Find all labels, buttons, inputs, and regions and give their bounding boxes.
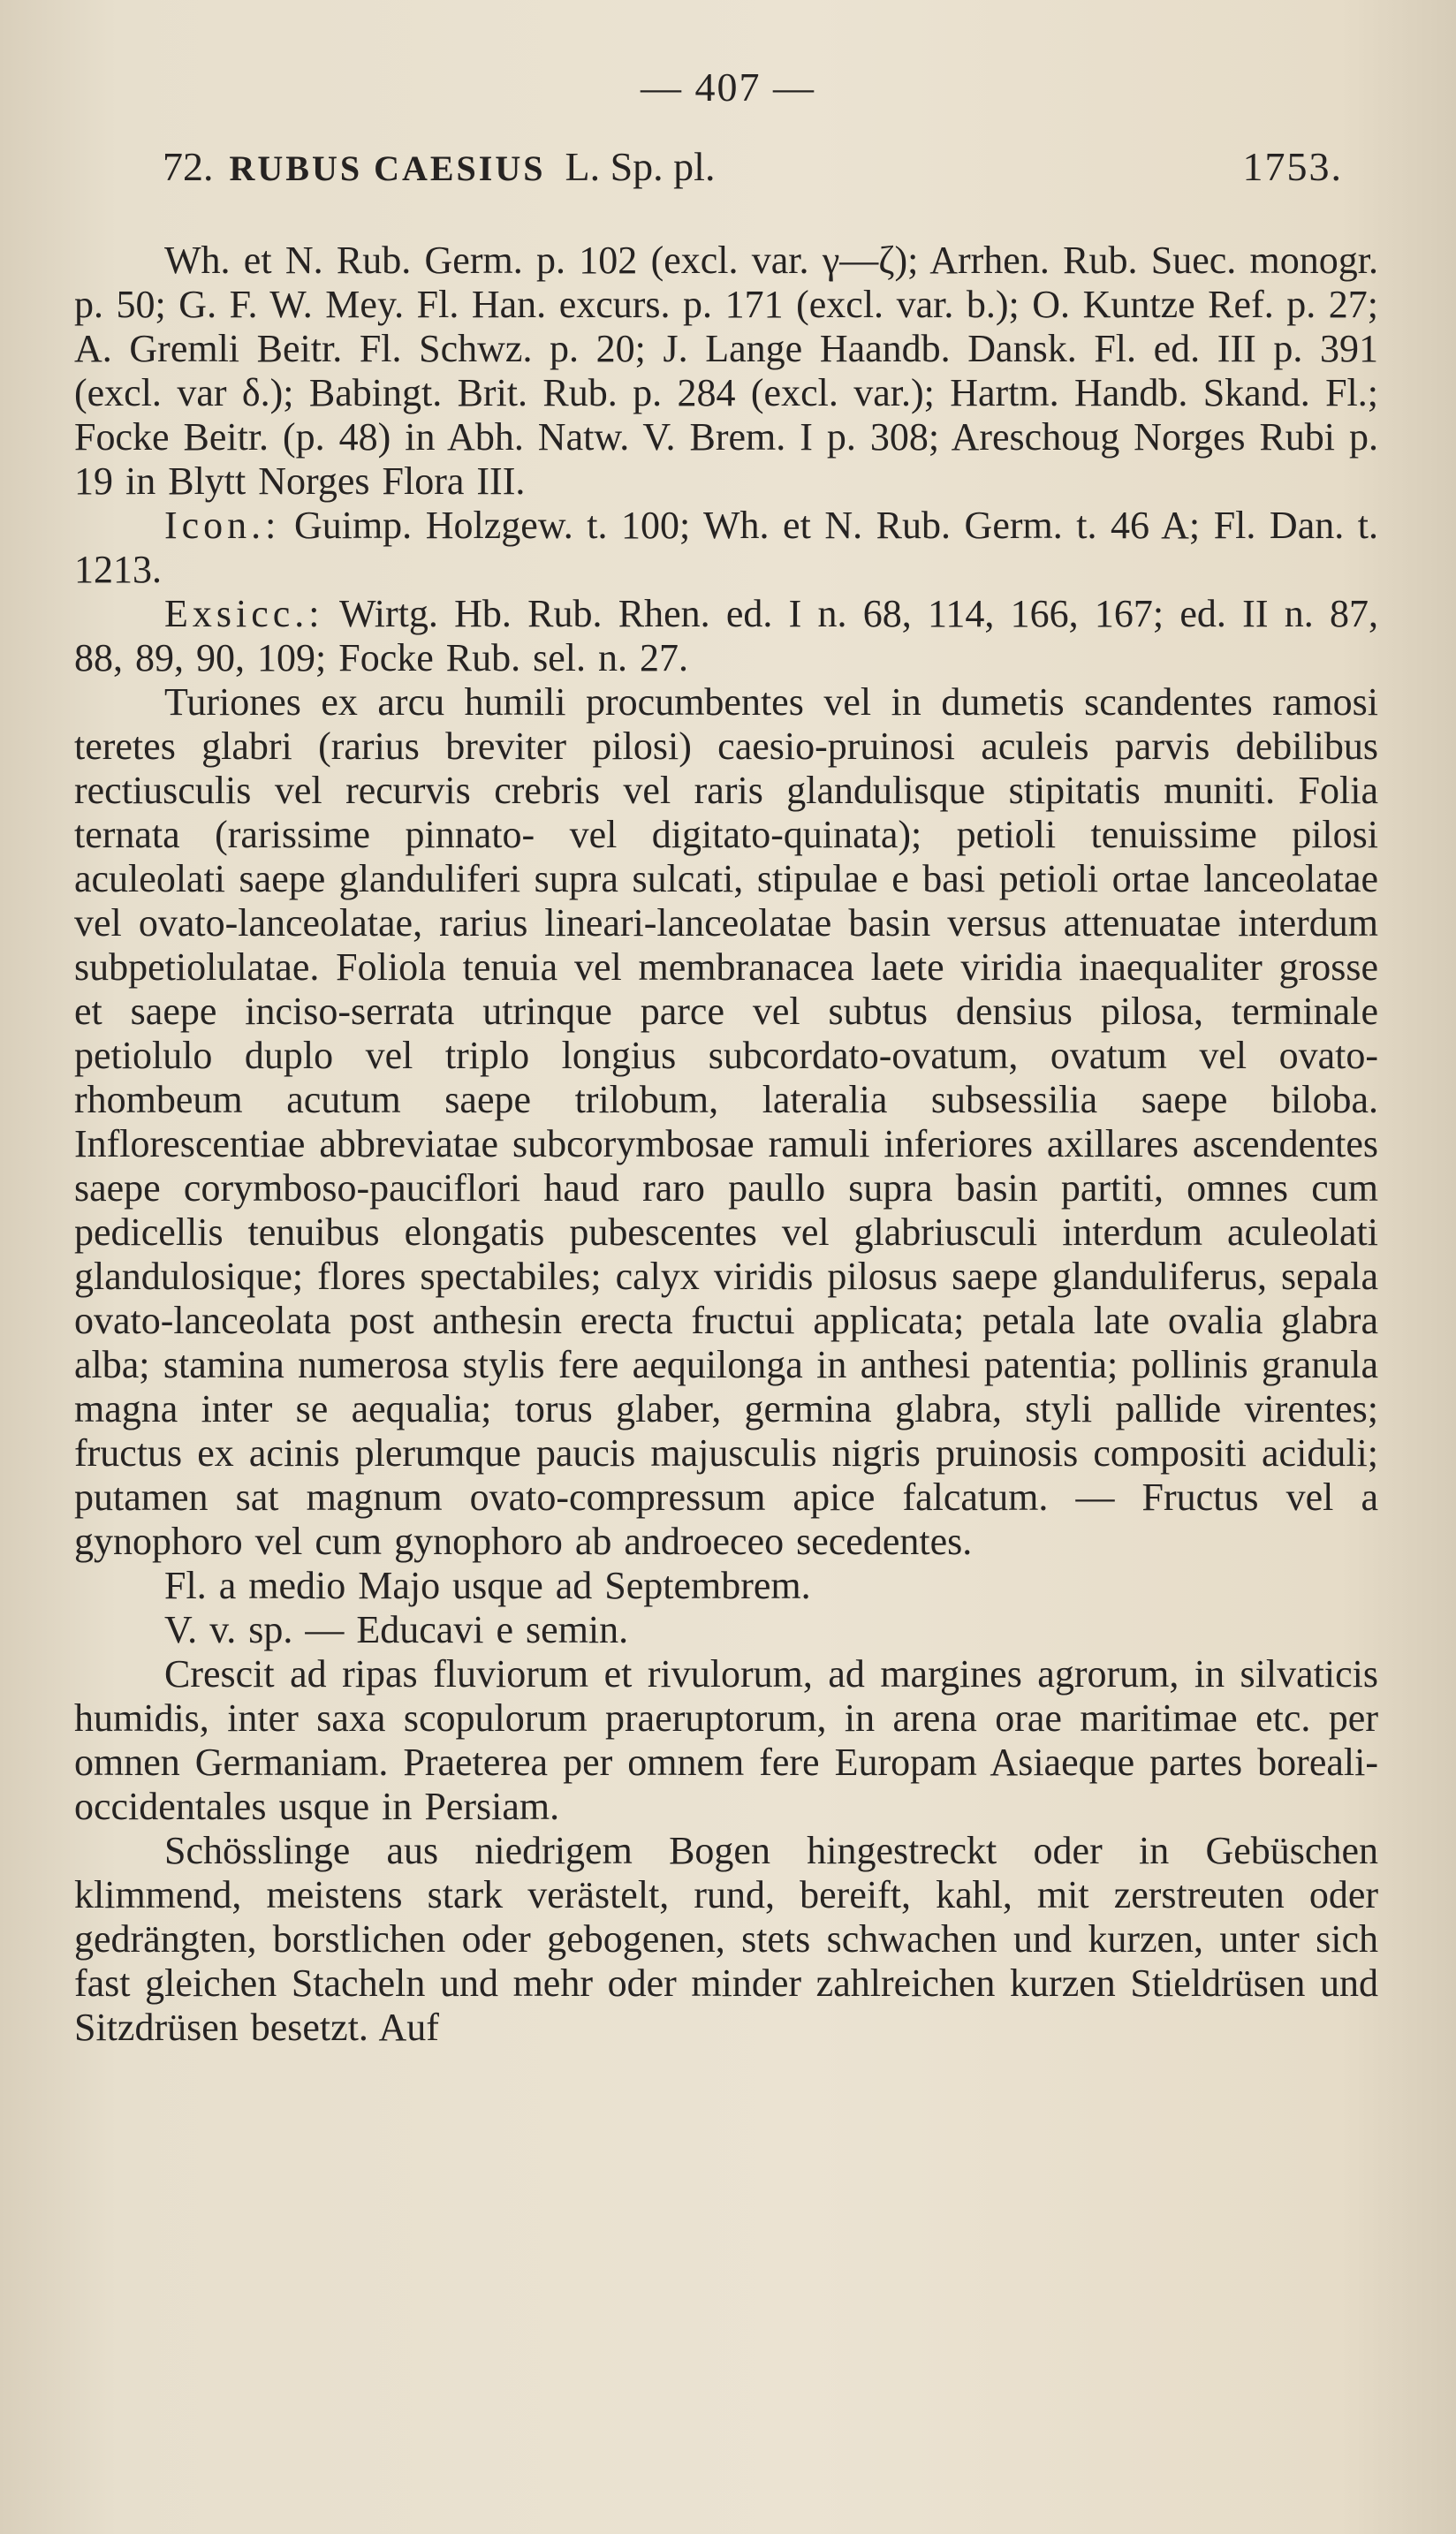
vidi-paragraph: V. v. sp. — Educavi e semin. (164, 1608, 629, 1651)
exsicc-paragraph (74, 592, 1378, 680)
icon-label: Icon.: (164, 504, 281, 547)
species-number: 72. (163, 144, 214, 189)
description-paragraph: Turiones ex arcu humili procumbentes vel in dumetis scandentes ramosi teretes glabri (rarius breviter pilosi) caesio-pruinosi aculeis parvis debilibus rectiusculis vel recurvis crebris vel raris glandulisque stipitatis muniti. Folia ternata (rarissime pinnato- vel digitato-quinata); petioli tenuissime pilosi aculeolati saepe glanduliferi supra sulcati, stipulae e basi petioli ortae lanceolatae vel ovato-lanceolatae, rarius lineari-lanceolatae basin versus attenuatae interdum subpetiolulatae. Foliola tenuia vel membranacea laete viridia inaequaliter grosse et saepe inciso-serrata utrinque parce vel subtus densius pilosa, terminale petiolulo duplo vel triplo longius subcordato-ovatum, ovatum vel ovato-rhombeum acutum saepe trilobum, lateralia subsessilia saepe biloba. Inflorescentiae abbreviatae subcorymbosae ramuli inferiores axillares ascendentes saepe corymboso-pauciflori haud raro paullo supra basin partiti, omnes cum pedicellis tenuibus elongatis pubescentes vel glabriusculi interdum aculeolati glandulosique; flores spectabiles; calyx viridis pilosus saepe glanduliferus, sepala ovato-lanceolata post anthesin erecta fructui applicata; petala late ovalia glabra alba; stamina numerosa stylis fere aequilonga in anthesi patentia; pollinis granula magna inter se aequalia; torus glaber, germina glabra, styli pallide virentes; fructus ex acinis plerumque paucis majusculis nigris pruinosis compositi aciduli; putamen sat magnum ovato-compressum apice falcatum. — Fructus vel a gynophoro vel cum gynophoro ab androeceo secedentes. (74, 680, 1378, 1563)
page-number: — 407 — (641, 64, 815, 110)
body-text (74, 239, 1378, 2050)
exsicc-text: Wirtg. Hb. Rub. Rhen. ed. I n. 68, 114, 166, 167; ed. II n. 87, 88, 89, 90, 109; Focke Rub. sel. n. 27. (74, 592, 1378, 679)
icon-paragraph (74, 504, 1378, 592)
exsicc-label: Exsicc.: (164, 592, 324, 635)
flowering-paragraph: Fl. a medio Majo usque ad Septembrem. (164, 1564, 811, 1607)
species-heading (163, 143, 1343, 190)
species-year: 1753. (1242, 144, 1343, 189)
references-paragraph: Wh. et N. Rub. Germ. p. 102 (excl. var. γ—ζ); Arrhen. Rub. Suec. monogr. p. 50; G. F. W. Mey. Fl. Han. excurs. p. 171 (excl. var. b.); O. Kuntze Ref. p. 27; A. Gremli Beitr. Fl. Schwz. p. 20; J. Lange Haandb. Dansk. Fl. ed. III p. 391 (excl. var δ.); Babingt. Brit. Rub. p. 284 (excl. var.); Hartm. Handb. Skand. Fl.; Focke Beitr. (p. 48) in Abh. Natw. V. Brem. I p. 308; Areschoug Norges Rubi p. 19 in Blytt Norges Flora III. (74, 239, 1378, 503)
german-description-paragraph: Schösslinge aus niedrigem Bogen hingestreckt oder in Gebüschen klimmend, meistens stark verästelt, rund, bereift, kahl, mit zerstreuten oder gedrängten, borstlichen oder gebogenen, stets schwachen und kurzen, unter sich fast gleichen Stacheln und mehr oder minder zahlreichen kurzen Stieldrüsen und Sitzdrüsen besetzt. Auf (74, 1829, 1378, 2049)
species-name: RUBUS CAESIUS (229, 148, 546, 188)
habitat-paragraph: Crescit ad ripas fluviorum et rivulorum, ad margines agrorum, in silvaticis humidis, inter saxa scopulorum praeruptorum, in arena orae maritimae etc. per omnen Germaniam. Praeterea per omnem fere Europam Asiaeque partes boreali-occidentales usque in Persiam. (74, 1652, 1378, 1828)
species-author: L. Sp. pl. (565, 144, 716, 189)
icon-text: Guimp. Holzgew. t. 100; Wh. et N. Rub. Germ. t. 46 A; Fl. Dan. t. 1213. (74, 504, 1379, 591)
